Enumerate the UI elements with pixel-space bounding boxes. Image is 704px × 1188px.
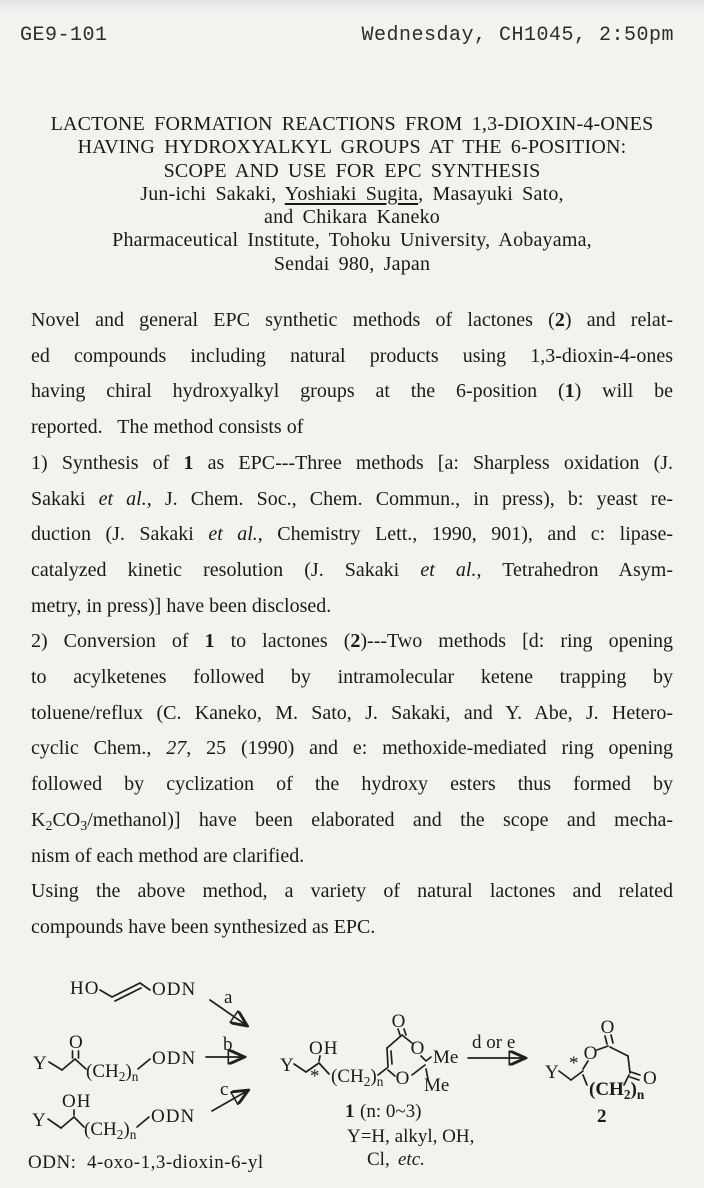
hydroxyl-label: OH [62,1091,92,1112]
text-line: duction (J. Sakaki et al., Chemistry Lett., 1990, 901), and c: lipase- [31,523,673,546]
y-group-label: Y [33,1053,48,1074]
arrow-de-label: d or e [472,1032,516,1053]
bond [100,990,112,997]
carbonyl-oxygen-label: O [69,1032,84,1053]
text-line: catalyzed kinetic resolution (J. Sakaki et al., Tetrahedron Asym- [31,558,673,581]
arrow-a-label: a [224,987,233,1008]
ring-bond [387,1035,402,1048]
stereocenter-mark: * [569,1053,579,1074]
hydroxyl-label: OH [309,1038,339,1059]
methyl-label: Me [424,1075,450,1096]
ring-bond [628,1056,630,1073]
methylene-chain-label: $(CH_2)_n$ [331,1066,384,1089]
odn-group-label: ODN [152,979,197,1000]
bond [61,1117,74,1128]
bond [49,1062,62,1070]
abstract-body [31,303,673,946]
abstract-code: GE9-101 [20,24,108,47]
paragraph [31,624,673,874]
text-line: followed by cyclization of the hydroxy esters thus formed by [31,773,673,796]
structure-compound-1 [280,1011,474,1170]
ring-bond [624,1075,629,1085]
text-line: metry, in press)] have been disclosed. [31,594,332,617]
text-line: $K_2CO_3/methanol$)] have been elaborated and the scope and mecha- [31,808,673,834]
bond [426,1057,431,1061]
ring-bond [610,1047,628,1056]
title-block [0,113,704,276]
page-header [20,24,674,47]
authors-line-2: and Chikara Kaneko [264,206,440,229]
compound-1-y-definition: Y=H, alkyl, OH, [347,1126,475,1147]
text-line: reported. The method consists of [31,416,304,439]
affiliation-line-1: Pharmaceutical Institute, Tohoku University, Aobayama, [112,229,592,252]
carbonyl-oxygen-label: O [600,1017,616,1038]
methylene-chain-label: $(CH_2)_n$ [589,1079,645,1102]
compound-2-number: 2 [597,1106,607,1127]
ring-bond [597,1046,608,1050]
methylene-chain-label: $(CH_2)_n$ [86,1061,139,1084]
hydroxy-label: HO [70,978,100,999]
arrow-c-label: c [220,1079,229,1100]
structure-allylic-alcohol [70,978,196,1001]
bond [138,1059,150,1069]
paper-title-line-3: SCOPE AND USE FOR EPC SYNTHESIS [163,159,541,182]
text-line: ed compounds including natural products using 1,3-dioxin-4-ones [31,344,673,367]
text-line: Novel and general EPC synthetic methods of lactones (2) and relat- [31,309,673,331]
text-line: having chiral hydroxyalkyl groups at the 6-position (1) will be [31,380,673,403]
arrow-b-label: b [223,1034,233,1055]
structure-ketone [33,1032,196,1084]
authors-line-1: Jun-ichi Sakaki, Yoshiaki Sugita, Masayuki Sato, [140,182,564,205]
ring-double-bond [387,1048,388,1067]
reaction-arrow-de [468,1032,524,1058]
paragraph [31,303,673,446]
session-info: Wednesday, CH1045, 2:50pm [361,24,674,47]
text-line: 2) Conversion of 1 to lactones (2)---Two methods [d: ring opening [31,630,673,653]
text-line: Sakaki et al., J. Chem. Soc., Chem. Commun., in press), b: yeast re- [31,487,673,510]
bond [62,1059,75,1070]
text-line: nism of each method are clarified. [31,844,305,867]
ring-bond [583,1075,587,1085]
paragraph [31,874,673,945]
ring-oxygen-label: O [395,1068,411,1089]
ketone-oxygen-label: O [643,1068,658,1089]
paper-title-line-1: LACTONE FORMATION REACTIONS FROM 1,3-DIOXIN-4-ONES [50,113,654,135]
paragraph [31,446,673,625]
ring-bond [412,1065,425,1075]
bond [294,1064,306,1072]
ketone-double-bond [631,1072,640,1075]
methylene-chain-label: $(CH_2)_n$ [84,1119,137,1142]
text-line: 1) Synthesis of 1 as EPC---Three methods [a: Sharpless oxidation (J. [31,451,674,474]
compound-1-note: (n: 0~3) [360,1101,422,1122]
y-group-label: Y [545,1062,560,1083]
text-line: toluene/reflux (C. Kaneko, M. Sato, J. Sakaki, and Y. Abe, J. Hetero- [31,701,673,724]
text-line: compounds have been synthesized as EPC. [31,915,376,938]
text-line: to acylketenes followed by intramolecular ketene trapping by [31,666,673,689]
bond [319,1063,329,1074]
reaction-arrows [206,987,247,1111]
etc-label: etc. [398,1149,425,1170]
bond [75,1059,86,1069]
ring-oxygen-label: O [410,1038,426,1059]
text-line: cyclic Chem., 27, 25 (1990) and e: methoxide-mediated ring opening [31,737,673,760]
bond [140,983,150,990]
ring-bond [388,1070,395,1076]
stereocenter-mark: * [310,1066,320,1087]
odn-legend: ODN: 4-oxo-1,3-dioxin-6-yl [28,1152,264,1173]
structure-compound-2 [545,1017,658,1127]
ring-double-bond [391,1051,392,1064]
affiliation-line-2: Sendai 980, Japan [273,252,431,275]
structure-secondary-alcohol [32,1091,195,1142]
compound-1-number: 1 [345,1101,355,1122]
bond [74,1117,84,1127]
text-line: Using the above method, a variety of natural lactones and related [31,880,673,903]
y-group-label: Y [280,1055,295,1076]
carbonyl-oxygen-label: O [391,1011,407,1032]
odn-group-label: ODN [152,1048,197,1069]
arrow-c [212,1091,247,1111]
bond [48,1119,61,1128]
y-group-label: Y [32,1110,47,1131]
odn-group-label: ODN [151,1106,196,1127]
ester-oxygen-label: O [583,1043,599,1064]
bond [137,1117,149,1127]
bond [319,1056,320,1061]
paper-title-line-2: HAVING HYDROXYALKYL GROUPS AT THE 6-POSITION: [77,136,627,159]
reaction-scheme [20,945,704,1188]
methyl-label: Me [433,1047,459,1068]
compound-1-y-definition-2: Cl, [367,1149,390,1170]
